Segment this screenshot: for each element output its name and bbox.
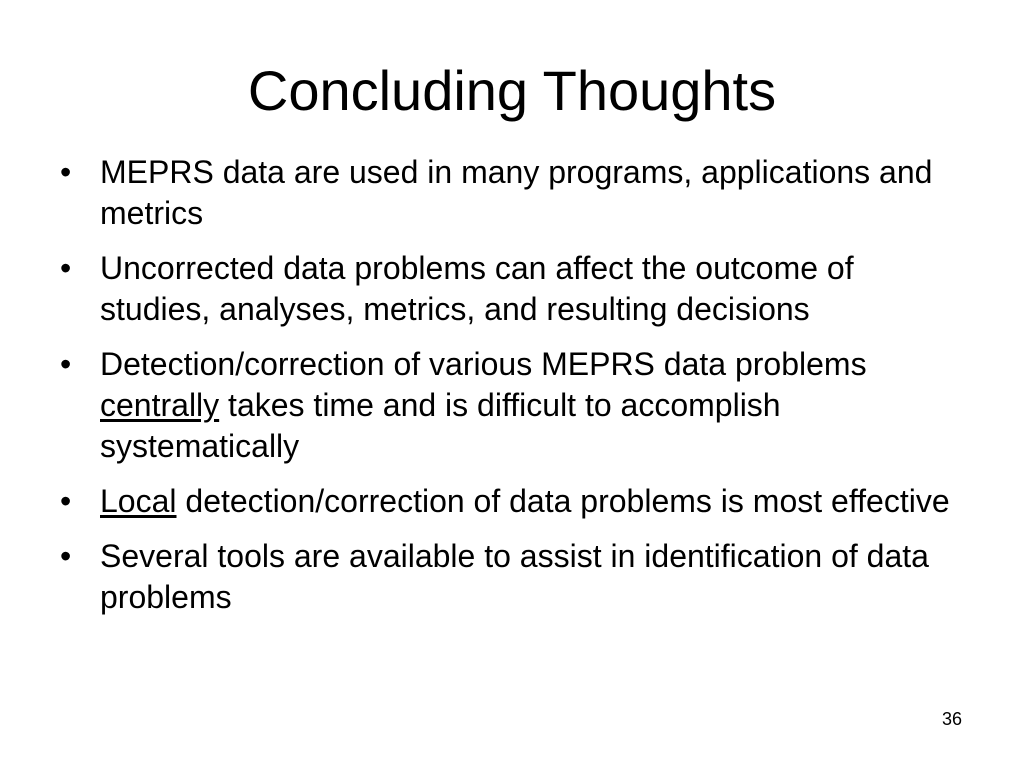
bullet-text: takes time and is difficult to accomplish systematically: [100, 387, 781, 464]
bullet-text: Several tools are available to assist in identification of data problems: [100, 538, 929, 615]
bullet-marker: •: [60, 154, 72, 190]
bullet-item: [60, 344, 960, 467]
page-number: 36: [941, 709, 962, 729]
bullet-text: Detection/correction of various MEPRS data problems: [100, 346, 867, 382]
bullet-marker: •: [60, 250, 72, 286]
bullet-text: MEPRS data are used in many programs, applications and metrics: [100, 154, 933, 231]
bullet-marker: •: [60, 346, 72, 382]
underlined-word-local: Local: [100, 483, 177, 519]
bullet-list: [60, 152, 960, 632]
bullet-marker: •: [60, 483, 72, 519]
bullet-item: [60, 152, 960, 234]
underlined-word-centrally: centrally: [100, 387, 220, 423]
slide-title: Concluding Thoughts: [247, 59, 777, 122]
bullet-text: detection/correction of data problems is most effective: [176, 483, 950, 519]
bullet-item: [60, 481, 960, 522]
bullet-text: Uncorrected data problems can affect the outcome of studies, analyses, metrics, and resulting decisions: [100, 250, 854, 327]
bullet-marker: •: [60, 538, 72, 574]
bullet-item: [60, 248, 960, 330]
bullet-item: [60, 536, 960, 618]
